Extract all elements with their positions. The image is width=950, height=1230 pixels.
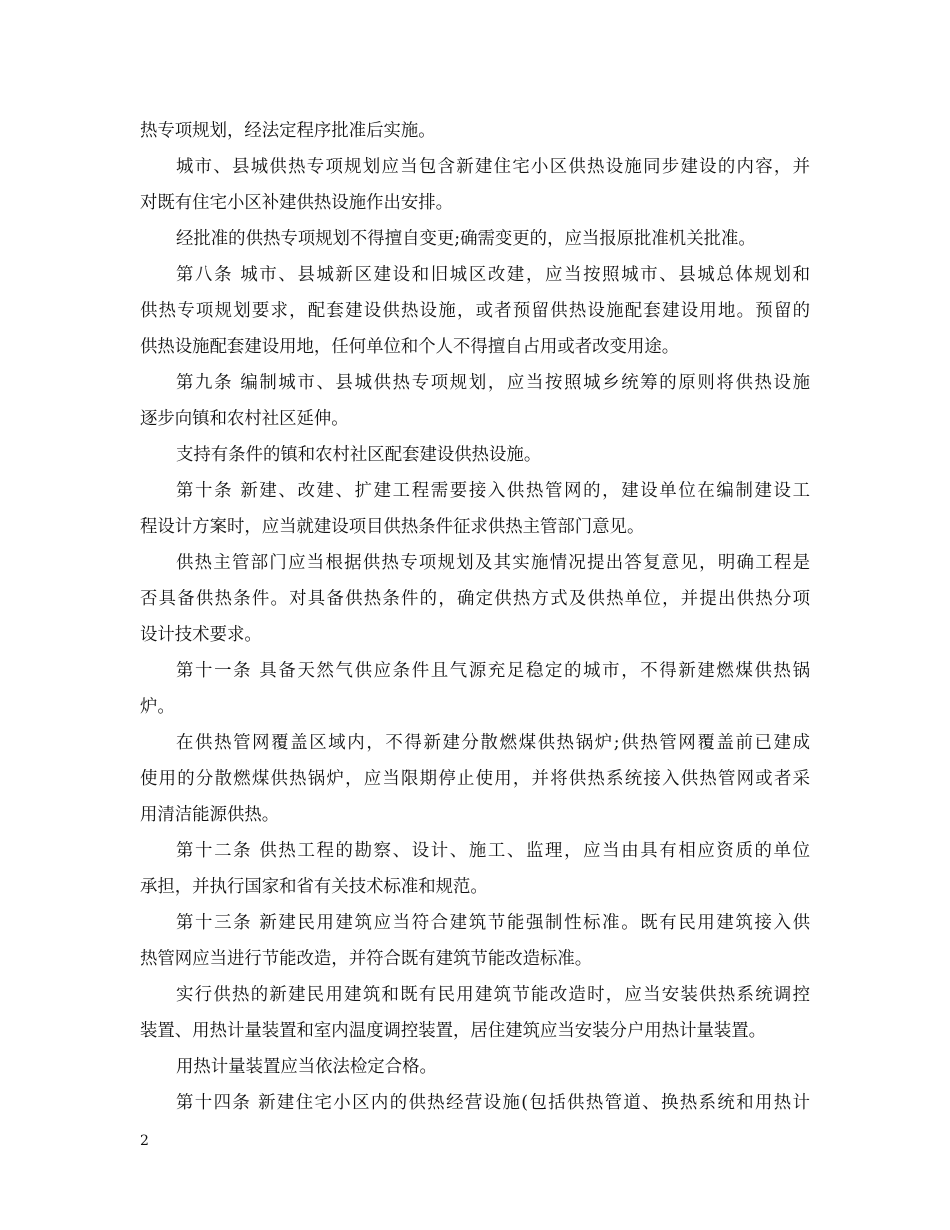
text-line: 用清洁能源供热。 — [140, 805, 280, 825]
text-line: 热管网应当进行节能改造，并符合既有建筑节能改造标准。 — [140, 949, 593, 969]
text-line: 第十一条 具备天然气供应条件且气源充足稳定的城市，不得新建燃煤供热锅 — [176, 661, 810, 681]
text-line: 城市、县城供热专项规划应当包含新建住宅小区供热设施同步建设的内容，并 — [176, 157, 810, 177]
text-line: 经批准的供热专项规划不得擅自变更;确需变更的，应当报原批准机关批准。 — [176, 229, 756, 249]
text-line: 第十二条 供热工程的勘察、设计、施工、监理，应当由具有相应资质的单位 — [176, 841, 810, 861]
text-line: 供热设施配套建设用地，任何单位和个人不得擅自占用或者改变用途。 — [140, 337, 680, 357]
text-line: 第十条 新建、改建、扩建工程需要接入供热管网的，建设单位在编制建设工 — [176, 481, 810, 501]
text-line: 程设计方案时，应当就建设项目供热条件征求供热主管部门意见。 — [140, 517, 645, 537]
text-line: 第八条 城市、县城新区建设和旧城区改建，应当按照城市、县城总体规划和 — [176, 265, 810, 285]
text-line: 第十三条 新建民用建筑应当符合建筑节能强制性标准。既有民用建筑接入供 — [176, 913, 810, 933]
body-text — [140, 113, 810, 1121]
text-line: 否具备供热条件。对具备供热条件的，确定供热方式及供热单位，并提出供热分项 — [140, 589, 810, 609]
text-line: 供热主管部门应当根据供热专项规划及其实施情况提出答复意见，明确工程是 — [176, 553, 810, 573]
text-line: 对既有住宅小区补建供热设施作出安排。 — [140, 193, 454, 213]
text-line: 第九条 编制城市、县城供热专项规划，应当按照城乡统筹的原则将供热设施 — [176, 373, 810, 393]
text-line: 在供热管网覆盖区域内，不得新建分散燃煤供热锅炉;供热管网覆盖前已建成 — [176, 733, 810, 753]
text-line: 支持有条件的镇和农村社区配套建设供热设施。 — [176, 445, 542, 465]
text-line: 实行供热的新建民用建筑和既有民用建筑节能改造时，应当安装供热系统调控 — [176, 985, 810, 1005]
text-line: 炉。 — [140, 697, 175, 717]
text-line: 使用的分散燃煤供热锅炉，应当限期停止使用，并将供热系统接入供热管网或者采 — [140, 769, 810, 789]
text-line: 供热专项规划要求，配套建设供热设施，或者预留供热设施配套建设用地。预留的 — [140, 301, 810, 321]
page-number: 2 — [140, 1133, 149, 1149]
text-line: 用热计量装置应当依法检定合格。 — [176, 1057, 437, 1077]
text-line: 承担，并执行国家和省有关技术标准和规范。 — [140, 877, 488, 897]
text-line: 逐步向镇和农村社区延伸。 — [140, 409, 349, 429]
text-line: 热专项规划，经法定程序批准后实施。 — [140, 121, 436, 141]
text-line: 第十四条 新建住宅小区内的供热经营设施(包括供热管道、换热系统和用热计 — [176, 1093, 810, 1113]
text-line: 设计技术要求。 — [140, 625, 262, 645]
text-line: 装置、用热计量装置和室内温度调控装置，居住建筑应当安装分户用热计量装置。 — [140, 1021, 767, 1041]
